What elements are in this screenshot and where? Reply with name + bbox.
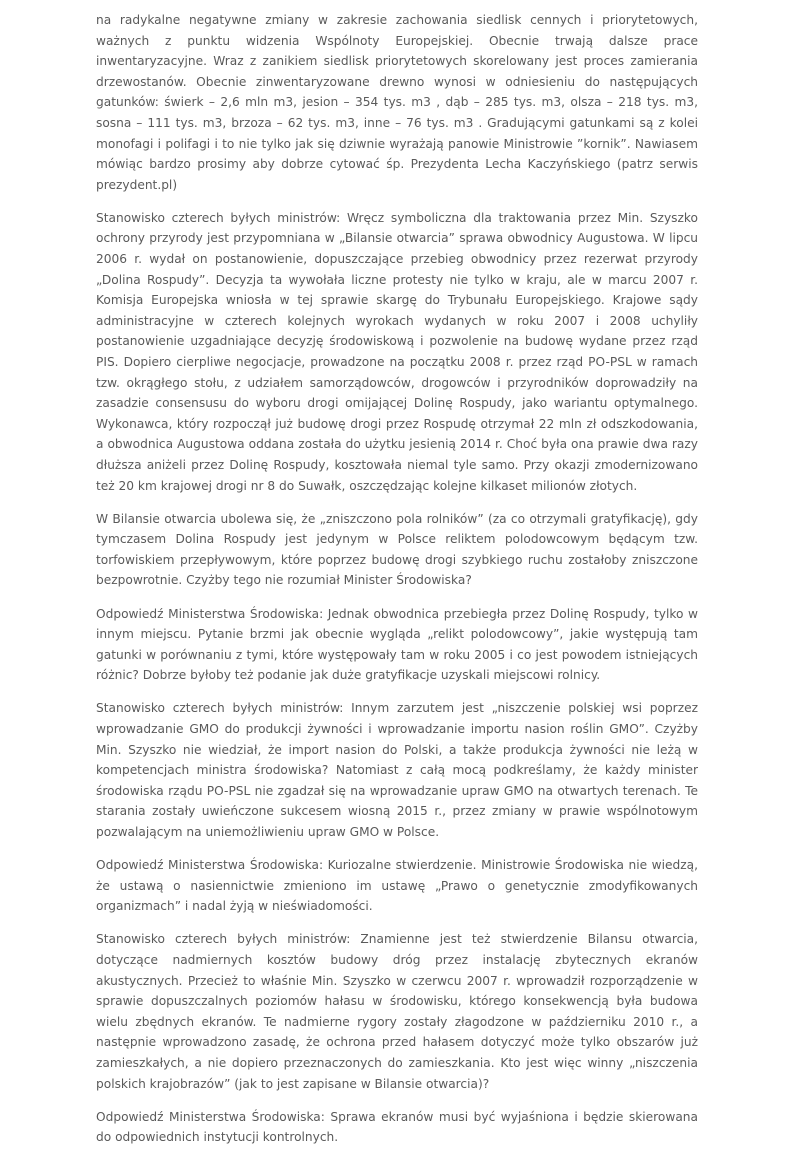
- paragraph-ministry-response-gmo: Odpowiedź Ministerstwa Środowiska: Kuriozalne stwierdzenie. Ministrowie Środowiska nie wiedzą, że ustawą o nasiennictwie zmieniono im ustawę „Prawo o genetycznie zmodyfikowanych organizmach” i nadal żyją w nieświadomości.: [96, 858, 698, 914]
- paragraph-ministry-response-rospuda: Odpowiedź Ministerstwa Środowiska: Jednak obwodnica przebiegła przez Dolinę Rospudy, tylko w innym miejscu. Pytanie brzmi jak obecnie wygląda „relikt polodowcowy”, jakie występują tam gatunki w porównaniu z tymi, które występowały tam w roku 2005 i co jest powodem istniejących różnic? Dobrze byłoby też podanie jak duże gratyfikacje uzyskali miejscowi rolnicy.: [96, 606, 698, 683]
- paragraph-acoustic-screens: Stanowisko czterech byłych ministrów: Znamienne jest też stwierdzenie Bilansu otwarcia, dotyczące nadmiernych kosztów budowy dróg przez instalację zbytecznych ekranów akustycznych. Przecież to właśnie Min. Szyszko w czerwcu 2007 r. wprowadził rozporządzenie w sprawie dopuszczalnych poziomów hałasu w środowisku, którego konsekwencją była budowa wielu zbędnych ekranów. Te nadmierne rygory zostały złagodzone w październiku 2010 r., a następnie wprowadzono zasadę, że ochrona przed hałasem dotyczyć może tylko obszarów już zamieszkałych, a nie dopiero przeznaczonych do zamieszkania. Kto jest więc winny „niszczenia polskich krajobrazów” (jak to jest zapisane w Bilansie otwarcia)?: [96, 932, 698, 1091]
- paragraph-ministry-response-screens: Odpowiedź Ministerstwa Środowiska: Sprawa ekranów musi być wyjaśniona i będzie skierowana do odpowiednich instytucji kontrolnych.: [96, 1109, 698, 1145]
- paragraph-gmo: Stanowisko czterech byłych ministrów: Innym zarzutem jest „niszczenie polskiej wsi poprzez wprowadzanie GMO do produkcji żywności i wprowadzanie importu nasion roślin GMO”. Czyżby Min. Szyszko nie wiedział, że import nasion do Polski, a także produkcja żywności nie leżą w kompetencjach ministra środowiska? Natomiast z całą mocą podkreślamy, że każdy minister środowiska rządu PO-PSL nie zgadzał się na wprowadzanie upraw GMO na otwartych terenach. Te starania zostały uwieńczone sukcesem wiosną 2015 r., przez zmiany w prawie wspólnotowym pozwalającym na uniemożliwieniu upraw GMO w Polsce.: [96, 701, 698, 839]
- paragraph-augustow-bypass: Stanowisko czterech byłych ministrów: Wręcz symboliczna dla traktowania przez Min. Szyszko ochrony przyrody jest przypomniana w „Bilansie otwarcia” sprawa obwodnicy Augustowa. W lipcu 2006 r. wydał on postanowienie, dopuszczające przebieg obwodnicy przez rezerwat przyrody „Dolina Rospudy”. Decyzja ta wywołała liczne protesty nie tylko w kraju, ale w marcu 2007 r. Komisja Europejska wniosła w tej sprawie skargę do Trybunału Europejskiego. Krajowe sądy administracyjne w czterech kolejnych wyrokach wydanych w roku 2007 i 2008 uchyliły postanowienie uzgadniające decyzję środowiskową i pozwolenie na budowę wydane przez rząd PIS. Dopiero cierpliwe negocjacje, prowadzone na początku 2008 r. przez rząd PO-PSL w ramach tzw. okrągłego stołu, z udziałem samorządowców, drogowców i przyrodników doprowadziły na zasadzie consensusu do wyboru drogi omijającej Dolinę Rospudy, jako wariantu optymalnego. Wykonawca, który rozpoczął już budowę drogi przez Rospudę otrzymał 22 mln zł odszkodowania, a obwodnica Augustowa oddana została do użytku jesienią 2014 r. Choć była ona prawie dwa razy dłuższa aniżeli przez Dolinę Rospudy, kosztowała niemal tyle samo. Przy okazji zmodernizowano też 20 km krajowej drogi nr 8 do Suwałk, oszczędzając kolejne kilkaset milionów złotych.: [96, 210, 698, 493]
- document-page: [96, 10, 698, 1160]
- paragraph-rospuda-valley: W Bilansie otwarcia ubolewa się, że „zniszczono pola rolników” (za co otrzymali gratyfikację), gdy tymczasem Dolina Rospudy jest jedynym w Polsce reliktem polodowcowym będącym tzw. torfowiskiem przepływowym, które poprzez budowę drogi szybkiego ruchu zostałoby zniszczone bezpowrotnie. Czyżby tego nie rozumiał Minister Środowiska?: [96, 511, 698, 588]
- paragraph-habitats-timber: na radykalne negatywne zmiany w zakresie zachowania siedlisk cennych i priorytetowych, ważnych z punktu widzenia Wspólnoty Europejskiej. Obecnie trwają dalsze prace inwentaryzacyjne. Wraz z zanikiem siedlisk priorytetowych skorelowany jest proces zamierania drzewostanów. Obecnie zinwentaryzowane drewno wynosi w odniesieniu do następujących gatunków: świerk – 2,6 mln m3, jesion – 354 tys. m3 , dąb – 285 tys. m3, olsza – 218 tys. m3, sosna – 111 tys. m3, brzoza – 62 tys. m3, inne – 76 tys. m3 . Gradującymi gatunkami są z kolei monofagi i polifagi i to nie tylko jak się dziwnie wyrażają panowie Ministrowie ”kornik”. Nawiasem mówiąc bardzo prosimy aby dobrze cytować śp. Prezydenta Lecha Kaczyńskiego (patrz serwis prezydent.pl): [96, 13, 698, 192]
